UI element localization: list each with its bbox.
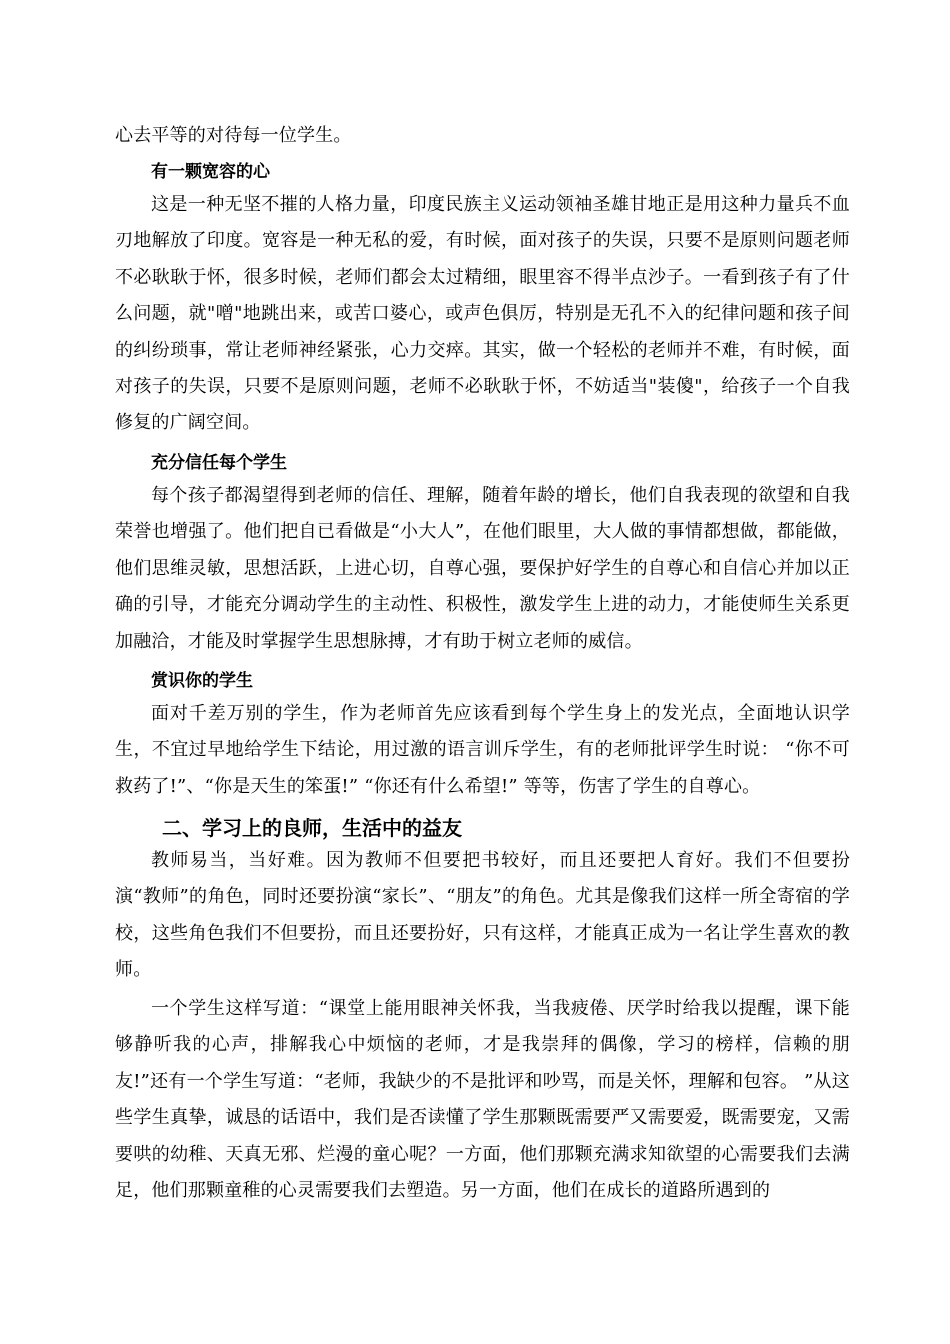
subheading-trust: 充分信任每个学生 [151,453,287,473]
subheading-appreciate: 赏识你的学生 [151,671,253,691]
paragraph-appreciate: 面对千差万别的学生，作为老师首先应该看到每个学生身上的发光点，全面地认识学生，不宜过早地给学生下结论，用过激的语言训斥学生，有的老师批评学生时说： “你不可救药了!”、“你是天生的笨蛋!” “你还有什么希望!” 等等，伤害了学生的自尊心。 [115,703,850,797]
subheading-tolerance: 有一颗宽容的心 [151,162,270,182]
section-heading-2: 二、学习上的良师，生活中的益友 [162,816,462,840]
paragraph-teacher-roles: 教师易当，当好难。因为教师不但要把书较好，而且还要把人育好。我们不但要扮演“教师”的角色，同时还要扮演“家长”、“朋友”的角色。尤其是像我们这样一所全寄宿的学校，这些角色我们不但要扮，而且还要扮好，只有这样，才能真正成为一名让学生喜欢的教师。 [115,850,850,981]
intro-tail-paragraph: 心去平等的对待每一位学生。 [115,125,352,146]
paragraph-trust: 每个孩子都渴望得到老师的信任、理解，随着年龄的增长，他们自我表现的欲望和自我荣誉也增强了。他们把自已看做是“小大人”，在他们眼里，大人做的事情都想做，都能做，他们思维灵敏，思想活跃，上进心切，自尊心强，要保护好学生的自尊心和自信心并加以正确的引导，才能充分调动学生的主动性、积极性，激发学生上进的动力，才能使师生关系更加融洽，才能及时掌握学生思想脉搏，才有助于树立老师的威信。 [115,485,850,652]
paragraph-student-quote: 一个学生这样写道：“课堂上能用眼神关怀我，当我疲倦、厌学时给我以提醒，课下能够静听我的心声，排解我心中烦恼的老师，才是我崇拜的偶像，学习的榜样，信赖的朋友!”还有一个学生写道：“老师，我缺少的不是批评和吵骂，而是关怀，理解和包容。 ”从这些学生真挚，诚恳的话语中，我们是否读懂了学生那颗既需要严又需要爱，既需要宠，又需要哄的幼稚、天真无邪、烂漫的童心呢？一方面，他们那颗充满求知欲望的心需要我们去满足，他们那颗童稚的心灵需要我们去塑造。另一方面，他们在成长的道路所遇到的 [115,998,850,1202]
paragraph-tolerance: 这是一种无坚不摧的人格力量，印度民族主义运动领袖圣雄甘地正是用这种力量兵不血刃地解放了印度。宽容是一种无私的爱，有时候，面对孩子的失误，只要不是原则问题老师不必耿耿于怀，很多时候，老师们都会太过精细，眼里容不得半点沙子。一看到孩子有了什么问题，就"噌"地跳出来，或苦口婆心，或声色俱厉，特别是无孔不入的纪律问题和孩子间的纠纷琐事，常让老师神经紧张，心力交瘁。其实，做一个轻松的老师并不难，有时候，面对孩子的失误，只要不是原则问题，老师不必耿耿于怀，不妨适当"装傻"，给孩子一个自我修复的广阔空间。 [115,194,850,434]
